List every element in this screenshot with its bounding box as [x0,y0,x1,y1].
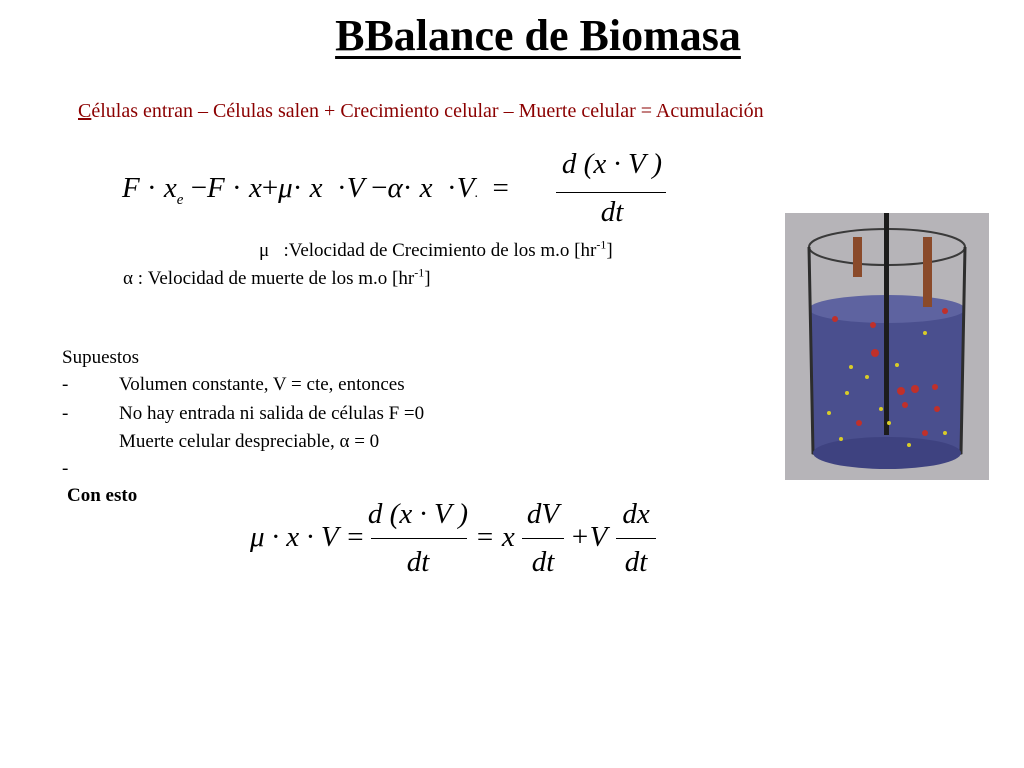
bioreactor-tank-image [785,213,989,480]
eq2-frac3-numerator: dx [622,498,650,530]
bullet: - [62,403,69,424]
assumption-text: No hay entrada ni salida de células F =0 [119,403,425,424]
assumption-item [62,374,405,396]
eq1-operator: − [190,172,208,204]
eq1-term: μ [278,172,293,204]
baffle-left [853,237,862,277]
assumption-item [62,403,424,425]
tank-bottom [813,437,961,469]
eq1-subscript: e [176,191,184,208]
eq1-dot: · [402,172,413,204]
eq1-term: x [248,172,262,204]
eq2-frac3-bar [616,538,656,539]
eq1-term: x [163,172,177,204]
eq1-rhs-numerator: d (x · V ) [561,148,663,180]
eq1-rhs-denominator: dt [600,196,624,228]
eq1-dot: · [447,172,457,204]
balance-statement-first-letter: C [78,100,92,122]
assumption-item [62,431,379,453]
mu-exponent: -1 [596,237,607,252]
bullet: - [62,458,69,479]
eq1-dot: · [146,172,157,204]
eq2-frac2-denominator: dt [531,546,555,578]
alpha-exponent: -1 [414,265,425,280]
eq2-frac1-denominator: dt [406,546,430,578]
eq1-dot: · [337,172,347,204]
eq1-operator: + [261,172,279,204]
eq2-frac2-numerator: dV [526,498,560,530]
mu-symbol: μ [259,240,270,261]
alpha-definition [123,265,431,290]
eq1-dot: · [292,172,303,204]
eq1-fraction-bar [556,192,666,193]
stirrer-shaft [884,213,889,435]
biomass-balance-equation [122,172,509,209]
mu-definition-text: :Velocidad de Crecimiento de los m.o [hr [283,240,597,261]
eq1-term: V [346,172,364,204]
alpha-close: ] [424,268,431,289]
bullet: - [62,374,69,395]
eq1-dot: · [232,172,242,204]
assumptions-heading: Supuestos [62,347,140,368]
eq2-plus-v: +V [570,521,608,553]
eq1-operator: − [371,172,388,204]
balance-statement [78,100,764,123]
mu-close: ] [606,240,613,261]
alpha-symbol: α [123,268,133,289]
eq2-mid: = x [475,521,515,553]
conclusion-label: Con esto [67,485,138,506]
eq1-operator: = [492,172,509,204]
eq1-term: x [309,172,323,204]
mu-definition [259,237,613,262]
baffle-right [923,237,932,307]
eq1-term: F [122,172,140,204]
eq2-frac1-bar [371,538,467,539]
assumption-text: Muerte celular despreciable, α = 0 [119,431,380,452]
eq1-term: F [207,172,225,204]
eq2-frac1-numerator: d (x · V ) [367,498,469,530]
eq2-frac3-denominator: dt [624,546,648,578]
alpha-definition-text: : Velocidad de muerte de los m.o [hr [132,268,415,289]
eq1-term: x [419,172,433,204]
eq2-lhs: μ · x · V = [250,521,365,553]
assumption-item [62,458,119,480]
assumption-text: Volumen constante, V = cte, entonces [119,374,405,395]
page-title: BBalance de Biomasa [335,11,741,60]
eq1-term: α [387,172,403,204]
eq1-term: V [456,172,475,204]
eq1-dot: . [474,186,478,201]
eq2-frac2-bar [522,538,564,539]
balance-statement-text: élulas entran – Células salen + Crecimiento celular – Muerte celular = Acumulación [91,100,764,122]
